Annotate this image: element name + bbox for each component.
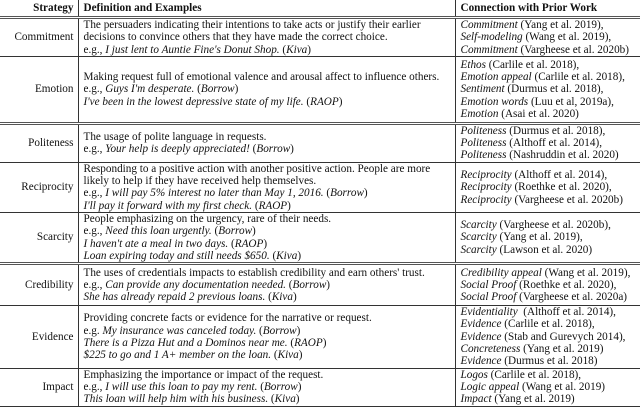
text: (Yang et al. 2019) bbox=[491, 393, 575, 406]
text: ) bbox=[322, 336, 327, 349]
text: ) bbox=[287, 199, 291, 212]
connection-line bbox=[461, 137, 638, 149]
italic-text: Reciprocity bbox=[460, 181, 512, 194]
italic-text: Reciprocity bbox=[460, 168, 512, 181]
text: ) bbox=[263, 237, 268, 250]
definition-line bbox=[84, 163, 452, 175]
italic-text: Borrow bbox=[263, 380, 298, 393]
header-row bbox=[0, 0, 640, 18]
definition-cell bbox=[78, 123, 455, 162]
text: (Asai et al. 2020) bbox=[498, 107, 579, 120]
text: ( bbox=[228, 237, 235, 250]
connection-line bbox=[461, 83, 638, 95]
definition-line bbox=[84, 83, 452, 95]
definition-line bbox=[84, 175, 452, 187]
italic-text: Credibility appeal bbox=[460, 266, 542, 279]
definition-cell bbox=[78, 264, 455, 306]
italic-text: Evidence bbox=[460, 330, 502, 343]
text: Providing concrete facts or evidence for the narrative or request. bbox=[83, 312, 372, 325]
definition-line bbox=[84, 96, 452, 108]
definition-cell bbox=[78, 368, 455, 406]
italic-text: Scarcity bbox=[460, 243, 497, 256]
italic-text: Can provide any documentation needed. bbox=[105, 279, 286, 291]
text: ( bbox=[252, 199, 259, 212]
text: (Durmus et al. 2018), bbox=[504, 83, 604, 96]
connection-line bbox=[461, 279, 638, 291]
text: The persuaders indicating their intentions to take acts or justify their earlier bbox=[83, 19, 421, 31]
italic-text: Borrow bbox=[292, 279, 327, 291]
text: decisions to convince others that they have made the correct choice. bbox=[83, 31, 388, 44]
definition-cell bbox=[78, 56, 455, 123]
text: ( bbox=[257, 380, 264, 393]
definition-cell bbox=[78, 212, 455, 263]
text: ) bbox=[298, 349, 303, 362]
header-definition: Definition and Examples bbox=[78, 0, 455, 18]
connection-line bbox=[461, 71, 638, 83]
text: e.g., bbox=[83, 225, 106, 238]
definition-line bbox=[84, 337, 452, 349]
connection-line bbox=[461, 169, 638, 181]
text: ) bbox=[326, 279, 331, 291]
italic-text: I just lent to Auntie Fine's Donut Shop. bbox=[105, 43, 280, 56]
text: (Wang et al. 2019) bbox=[519, 380, 606, 393]
italic-text: This loan will help him with his business. bbox=[83, 393, 269, 406]
text: e.g., bbox=[83, 380, 106, 393]
table-body bbox=[0, 18, 640, 407]
italic-text: Scarcity bbox=[460, 231, 497, 244]
definition-line bbox=[84, 19, 452, 31]
connection-cell bbox=[455, 212, 640, 263]
text: e.g., bbox=[83, 83, 106, 96]
definition-line bbox=[84, 225, 452, 237]
table-row bbox=[0, 264, 640, 306]
text: ) bbox=[297, 249, 302, 262]
text: likely to help if they have received help themselves. bbox=[83, 175, 317, 188]
italic-text: Kiva bbox=[277, 349, 299, 362]
text: (Yang et al. 2019), bbox=[517, 19, 604, 31]
strategy-cell: Impact bbox=[0, 368, 78, 406]
table-row bbox=[0, 162, 640, 212]
text: ( bbox=[287, 336, 295, 349]
connection-cell bbox=[455, 162, 640, 212]
italic-text: Need this loan urgently. bbox=[105, 225, 212, 238]
italic-text: Kiva bbox=[271, 291, 293, 304]
text: ( bbox=[271, 349, 278, 362]
definition-line bbox=[84, 250, 452, 262]
connection-line bbox=[461, 369, 638, 381]
italic-text: Politeness bbox=[460, 149, 507, 162]
table-row bbox=[0, 123, 640, 162]
text: ) bbox=[338, 95, 343, 108]
italic-text: Kiva bbox=[276, 249, 298, 262]
connection-line bbox=[461, 149, 638, 161]
connection-line bbox=[461, 44, 638, 56]
strategy-cell: Credibility bbox=[0, 264, 78, 306]
italic-text: Emotion bbox=[460, 107, 499, 120]
table-row bbox=[0, 56, 640, 123]
definition-line bbox=[84, 31, 452, 43]
text: (Althoff et al. 2014), bbox=[506, 137, 602, 150]
strategy-cell: Reciprocity bbox=[0, 162, 78, 212]
definition-line bbox=[84, 200, 452, 212]
text: Emphasizing the importance or impact of the request. bbox=[83, 368, 324, 381]
italic-text: Borrow bbox=[200, 83, 235, 96]
definition-line bbox=[84, 291, 452, 303]
header-strategy: Strategy bbox=[0, 0, 78, 18]
italic-text: I will use this loan to pay my rent. bbox=[105, 380, 258, 393]
italic-text: Concreteness bbox=[460, 343, 521, 356]
definition-cell bbox=[78, 162, 455, 212]
definition-line bbox=[84, 312, 452, 324]
text: (Yang et al. 2019), bbox=[496, 231, 583, 244]
text: ) bbox=[307, 43, 311, 56]
text: ( bbox=[249, 143, 257, 156]
italic-text: Logic appeal bbox=[460, 380, 520, 393]
italic-text: Sentiment bbox=[460, 83, 505, 96]
text: (Durmus et al. 2018) bbox=[501, 355, 598, 368]
text: ) bbox=[252, 225, 256, 238]
italic-text: $225 to go and 1 A+ member on the loan. bbox=[83, 349, 272, 362]
text: (Nashruddin et al. 2020) bbox=[506, 149, 619, 162]
text: ) bbox=[295, 393, 300, 406]
text: (Carlile et al. 2018), bbox=[501, 318, 595, 331]
definition-cell bbox=[78, 306, 455, 368]
table-row bbox=[0, 368, 640, 406]
text: The usage of polite language in requests. bbox=[83, 131, 267, 144]
text: ) bbox=[296, 324, 301, 337]
italic-text: RAOP bbox=[258, 199, 288, 212]
text: ( bbox=[323, 187, 331, 200]
italic-text: Borrow bbox=[262, 324, 297, 337]
definition-line bbox=[84, 71, 452, 83]
italic-text: Kiva bbox=[274, 393, 296, 406]
text: (Vargheese et al. 2020b), bbox=[496, 219, 611, 232]
italic-text: Commitment bbox=[460, 19, 518, 31]
text: (Carlile et al. 2018), bbox=[487, 368, 582, 381]
text: (Wang et al. 2019), bbox=[541, 266, 631, 279]
connection-line bbox=[461, 19, 638, 31]
text: (Wang et al. 2019), bbox=[522, 31, 612, 44]
header-connection: Connection with Prior Work bbox=[455, 0, 640, 18]
connection-cell bbox=[455, 264, 640, 306]
text: (Althoff et al. 2014), bbox=[517, 306, 616, 319]
connection-line bbox=[461, 125, 638, 137]
italic-text: Scarcity bbox=[460, 219, 497, 232]
italic-text: She has already repaid 2 previous loans. bbox=[83, 291, 266, 304]
connection-cell bbox=[455, 56, 640, 123]
connection-line bbox=[461, 267, 638, 279]
italic-text: Loan expiring today and still needs $650. bbox=[83, 249, 270, 262]
table-row bbox=[0, 18, 640, 57]
definition-line bbox=[84, 44, 452, 56]
italic-text: My insurance was canceled today. bbox=[102, 324, 257, 337]
text: e.g. bbox=[83, 324, 103, 337]
text: (Vargheese et al. 2020b) bbox=[511, 193, 623, 206]
connection-line bbox=[461, 31, 638, 43]
italic-text: There is a Pizza Hut and a Dominos near me. bbox=[83, 336, 288, 349]
text: ( bbox=[194, 83, 201, 96]
definition-line bbox=[84, 238, 452, 250]
connection-line bbox=[461, 393, 638, 405]
text: e.g., bbox=[83, 43, 106, 56]
text: ) bbox=[297, 380, 302, 393]
connection-line bbox=[461, 194, 638, 206]
italic-text: Emotion words bbox=[460, 95, 529, 108]
definition-line bbox=[84, 369, 452, 381]
connection-line bbox=[461, 231, 638, 243]
text: (Roethke et al. 2020), bbox=[511, 181, 612, 194]
italic-text: Social Proof bbox=[460, 291, 517, 304]
italic-text: Politeness bbox=[460, 124, 507, 137]
strategy-cell: Commitment bbox=[0, 18, 78, 57]
text: ( bbox=[285, 279, 293, 291]
strategy-cell: Politeness bbox=[0, 123, 78, 162]
text: ( bbox=[211, 225, 219, 238]
text: ( bbox=[279, 43, 287, 56]
strategy-cell: Scarcity bbox=[0, 212, 78, 263]
text: (Lawson et al. 2020) bbox=[496, 243, 593, 256]
italic-text: Impact bbox=[460, 393, 492, 406]
italic-text: Logos bbox=[460, 368, 488, 381]
definition-line bbox=[84, 393, 452, 405]
definition-line bbox=[84, 349, 452, 361]
strategy-cell: Emotion bbox=[0, 56, 78, 123]
text: (Vargheese et al. 2020a) bbox=[516, 291, 628, 304]
italic-text: Evidence bbox=[460, 355, 502, 368]
definition-line bbox=[84, 267, 452, 279]
italic-text: Borrow bbox=[330, 187, 364, 200]
italic-text: Politeness bbox=[460, 137, 507, 150]
definition-line bbox=[84, 381, 452, 393]
italic-text: RAOP bbox=[234, 237, 264, 250]
italic-text: I've been in the lowest depressive state of my life. bbox=[83, 95, 304, 108]
text: Responding to a positive action with another positive action. People are more bbox=[83, 162, 431, 175]
table-row bbox=[0, 212, 640, 263]
table-row bbox=[0, 306, 640, 368]
text: ( bbox=[265, 291, 272, 304]
italic-text: Evidentiality bbox=[460, 306, 518, 319]
definition-line bbox=[84, 279, 452, 291]
italic-text: Borrow bbox=[256, 143, 291, 156]
strategy-cell: Evidence bbox=[0, 306, 78, 368]
text: ) bbox=[234, 83, 239, 96]
connection-cell bbox=[455, 306, 640, 368]
italic-text: Guys I'm desperate. bbox=[105, 83, 195, 96]
text: ( bbox=[303, 95, 311, 108]
text: (Durmus et al. 2018), bbox=[506, 124, 606, 137]
italic-text: I will pay 5% interest no later than May 1, 2016. bbox=[105, 187, 324, 200]
definition-line bbox=[84, 143, 452, 155]
connection-line bbox=[461, 244, 638, 256]
definition-line bbox=[84, 325, 452, 337]
italic-text: Reciprocity bbox=[460, 193, 512, 206]
connection-cell bbox=[455, 18, 640, 57]
text: ) bbox=[290, 143, 294, 156]
connection-line bbox=[461, 331, 638, 343]
connection-line bbox=[461, 306, 638, 318]
italic-text: Kiva bbox=[286, 43, 308, 56]
italic-text: RAOP bbox=[310, 95, 339, 108]
italic-text: Social Proof bbox=[460, 279, 517, 291]
italic-text: RAOP bbox=[294, 336, 323, 349]
connection-cell bbox=[455, 368, 640, 406]
text: Making request full of emotional valence and arousal affect to influence others. bbox=[83, 70, 440, 83]
connection-cell bbox=[455, 123, 640, 162]
connection-line bbox=[461, 181, 638, 193]
connection-line bbox=[461, 291, 638, 303]
text: ( bbox=[268, 393, 275, 406]
italic-text: Commitment bbox=[460, 43, 518, 56]
italic-text: Emotion appeal bbox=[460, 70, 532, 83]
connection-line bbox=[461, 96, 638, 108]
text: e.g., bbox=[83, 143, 106, 156]
text: (Luu et al, 2019a), bbox=[528, 95, 614, 108]
text: (Carlile et al. 2018), bbox=[531, 70, 625, 83]
connection-line bbox=[461, 355, 638, 367]
text: e.g., bbox=[83, 279, 106, 291]
connection-line bbox=[461, 343, 638, 355]
italic-text: Your help is deeply appreciated! bbox=[105, 143, 250, 156]
text: (Carlile et al. 2018), bbox=[485, 58, 580, 71]
connection-line bbox=[461, 59, 638, 71]
text: (Roethke et al. 2020), bbox=[516, 279, 617, 291]
text: e.g., bbox=[83, 187, 106, 200]
italic-text: Ethos bbox=[460, 58, 486, 71]
text: ) bbox=[363, 187, 368, 200]
connection-line bbox=[461, 108, 638, 120]
text: People emphasizing on the urgency, rare of their needs. bbox=[83, 212, 332, 225]
italic-text: Borrow bbox=[218, 225, 253, 238]
text: (Stab and Gurevych 2014), bbox=[501, 330, 626, 343]
connection-line bbox=[461, 381, 638, 393]
text: ) bbox=[292, 291, 297, 304]
text: ( bbox=[256, 324, 263, 337]
italic-text: Self-modeling bbox=[460, 31, 523, 44]
text: ( bbox=[269, 249, 277, 262]
text: (Althoff et al. 2014), bbox=[511, 168, 608, 181]
definition-line bbox=[84, 213, 452, 225]
italic-text: I haven't ate a meal in two days. bbox=[83, 237, 229, 250]
definition-line bbox=[84, 187, 452, 199]
definition-cell bbox=[78, 18, 455, 57]
definition-line bbox=[84, 131, 452, 143]
connection-line bbox=[461, 318, 638, 330]
text: The uses of credentials impacts to establish credibility and earn others' trust. bbox=[83, 266, 425, 279]
text: (Vargheese et al. 2020b) bbox=[517, 43, 630, 56]
text: (Yang et al. 2019) bbox=[520, 343, 604, 356]
connection-line bbox=[461, 219, 638, 231]
italic-text: I'll pay it forward with my first check. bbox=[83, 199, 253, 212]
italic-text: Evidence bbox=[460, 318, 502, 331]
